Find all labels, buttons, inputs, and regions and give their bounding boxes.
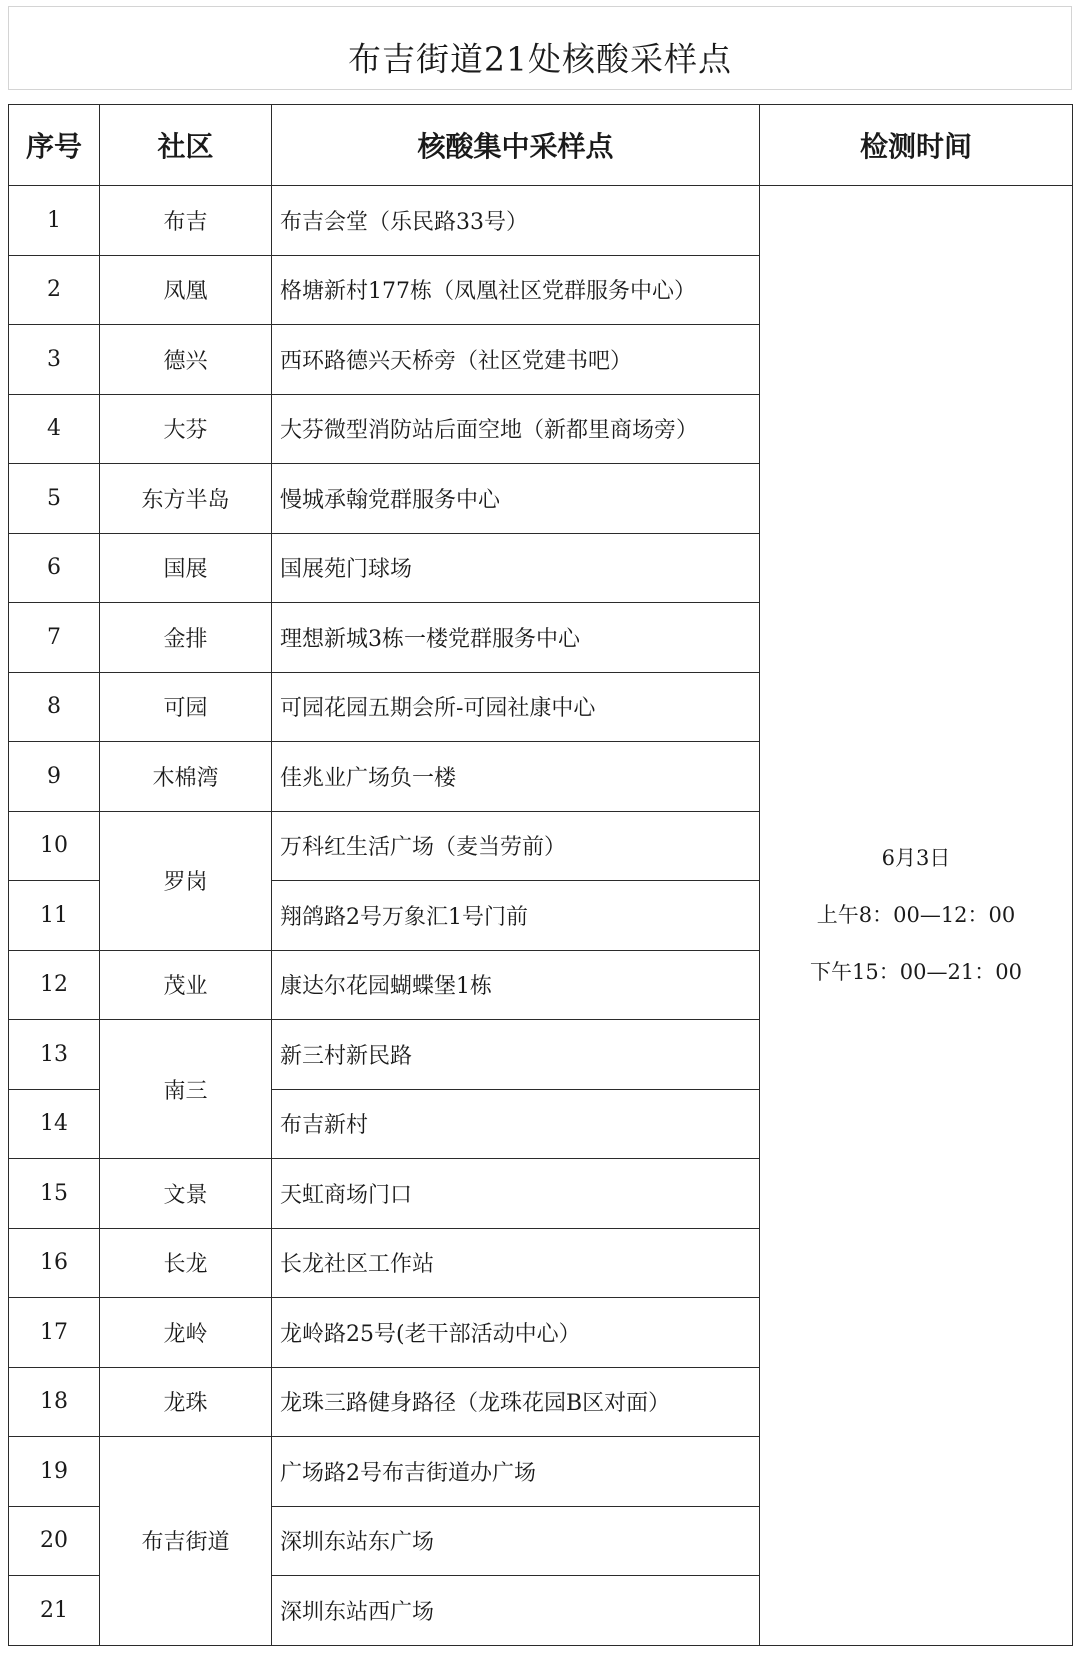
community-cell: 国展 (100, 533, 272, 603)
site-cell: 大芬微型消防站后面空地（新都里商场旁） (272, 394, 760, 464)
row-number: 12 (9, 950, 100, 1020)
site-cell: 布吉会堂（乐民路33号） (272, 186, 760, 256)
row-number: 3 (9, 325, 100, 395)
row-number: 5 (9, 464, 100, 534)
site-cell: 佳兆业广场负一楼 (272, 742, 760, 812)
community-cell: 龙岭 (100, 1298, 272, 1368)
time-afternoon: 下午15：00—21：00 (810, 959, 1022, 984)
site-cell: 布吉新村 (272, 1089, 760, 1159)
row-number: 2 (9, 255, 100, 325)
row-number: 6 (9, 533, 100, 603)
community-cell: 凤凰 (100, 255, 272, 325)
site-cell: 万科红生活广场（麦当劳前） (272, 811, 760, 881)
community-cell: 东方半岛 (100, 464, 272, 534)
site-cell: 可园花园五期会所-可园社康中心 (272, 672, 760, 742)
row-number: 17 (9, 1298, 100, 1368)
row-number: 15 (9, 1159, 100, 1229)
site-cell: 龙岭路25号(老干部活动中心） (272, 1298, 760, 1368)
row-number: 13 (9, 1020, 100, 1090)
site-cell: 西环路德兴天桥旁（社区党建书吧） (272, 325, 760, 395)
table-row (9, 186, 1073, 256)
row-number: 14 (9, 1089, 100, 1159)
community-cell: 布吉 (100, 186, 272, 256)
site-cell: 长龙社区工作站 (272, 1228, 760, 1298)
community-cell: 长龙 (100, 1228, 272, 1298)
site-cell: 格塘新村177栋（凤凰社区党群服务中心） (272, 255, 760, 325)
title-box (8, 6, 1072, 90)
header-num: 序号 (9, 105, 100, 186)
community-cell: 金排 (100, 603, 272, 673)
header-site: 核酸集中采样点 (272, 105, 760, 186)
site-cell: 广场路2号布吉街道办广场 (272, 1437, 760, 1507)
site-cell: 天虹商场门口 (272, 1159, 760, 1229)
community-cell: 可园 (100, 672, 272, 742)
community-cell: 罗岗 (100, 811, 272, 950)
community-cell: 文景 (100, 1159, 272, 1229)
row-number: 10 (9, 811, 100, 881)
row-number: 8 (9, 672, 100, 742)
row-number: 7 (9, 603, 100, 673)
site-cell: 深圳东站西广场 (272, 1576, 760, 1646)
row-number: 11 (9, 881, 100, 951)
row-number: 4 (9, 394, 100, 464)
site-cell: 新三村新民路 (272, 1020, 760, 1090)
community-cell: 南三 (100, 1020, 272, 1159)
time-cell (760, 186, 1073, 1646)
community-cell: 布吉街道 (100, 1437, 272, 1646)
site-cell: 慢城承翰党群服务中心 (272, 464, 760, 534)
site-cell: 理想新城3栋一楼党群服务中心 (272, 603, 760, 673)
header-community: 社区 (100, 105, 272, 186)
site-cell: 深圳东站东广场 (272, 1506, 760, 1576)
header-time: 检测时间 (760, 105, 1073, 186)
community-cell: 大芬 (100, 394, 272, 464)
community-cell: 德兴 (100, 325, 272, 395)
site-cell: 翔鸽路2号万象汇1号门前 (272, 881, 760, 951)
site-cell: 康达尔花园蝴蝶堡1栋 (272, 950, 760, 1020)
community-cell: 龙珠 (100, 1367, 272, 1437)
time-morning: 上午8：00—12：00 (816, 902, 1016, 927)
site-cell: 国展苑门球场 (272, 533, 760, 603)
row-number: 20 (9, 1506, 100, 1576)
row-number: 16 (9, 1228, 100, 1298)
row-number: 1 (9, 186, 100, 256)
time-date: 6月3日 (881, 845, 951, 870)
row-number: 21 (9, 1576, 100, 1646)
sampling-sites-table (8, 104, 1073, 1646)
row-number: 9 (9, 742, 100, 812)
site-cell: 龙珠三路健身路径（龙珠花园B区对面） (272, 1367, 760, 1437)
community-cell: 茂业 (100, 950, 272, 1020)
community-cell: 木棉湾 (100, 742, 272, 812)
row-number: 19 (9, 1437, 100, 1507)
table-header-row (9, 105, 1073, 186)
row-number: 18 (9, 1367, 100, 1437)
page-title: 布吉街道21处核酸采样点 (348, 39, 732, 79)
